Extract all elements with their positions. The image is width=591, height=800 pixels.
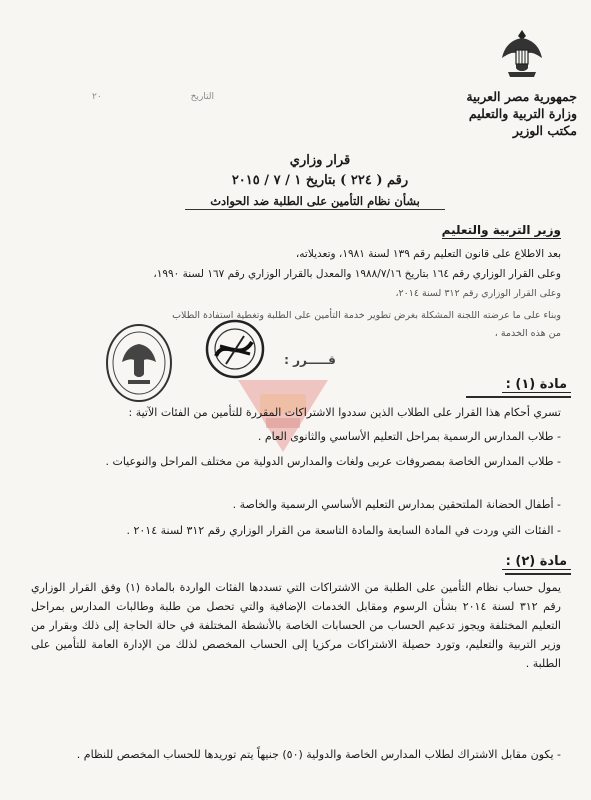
preamble-line: وعلى القرار الوزاري رقم ٣١٢ لسنة ٢٠١٤، (395, 288, 561, 299)
decree-type: قرار وزاري (289, 153, 351, 168)
article-1-item: - طلاب المدارس الخاصة بمصروفات عربى ولغات والمدارس الدولية من مختلف المراحل والنوعيات . (105, 455, 561, 468)
decides-heading: قـــــرر : (284, 353, 336, 367)
article-1-item: - أطفال الحضانة الملتحقين بمدارس التعليم الأساسي الرسمية والخاصة . (232, 498, 561, 511)
article-2-heading: مادة (٢) : (502, 554, 571, 570)
minister-heading: وزير التربية والتعليم (441, 223, 561, 237)
preamble-line: من هذه الخدمة ، (494, 328, 561, 339)
eagle-emblem-icon (500, 28, 544, 80)
preamble-line: بعد الاطلاع على قانون التعليم رقم ١٣٩ لسنة ١٩٨١، وتعديلاته، (295, 248, 561, 260)
date-year-prefix: ٢٠ (92, 92, 102, 102)
ministry-seal-stamp (104, 322, 174, 404)
article-1-heading: مادة (١) : (502, 377, 571, 393)
article-2-bullet: - يكون مقابل الاشتراك لطلاب المدارس الخاصة والدولية (٥٠) جنيهاً يتم توريدها للحساب المخصص للنظام . (76, 748, 561, 761)
preamble-line: وبناء على ما عرضته اللجنة المشكلة بغرض تطوير خدمة التأمين على الطلبة وتغطية استفادة الطلاب (172, 310, 561, 321)
issuer-country: جمهورية مصر العربية (466, 89, 577, 104)
issuer-office: مكتب الوزير (512, 123, 577, 138)
issuer-ministry: وزارة التربية والتعليم (468, 106, 577, 121)
article-1-intro: تسري أحكام هذا القرار على الطلاب الذين سددوا الاشتراكات المقررة للتأمين من الفئات الآتية : (128, 406, 561, 419)
date-field (92, 92, 214, 102)
article-1-item: - طلاب المدارس الرسمية بمراحل التعليم الأساسي والثانوى العام . (257, 430, 561, 443)
article-1-item: - الفئات التي وردت في المادة السابعة والمادة التاسعة من القرار الوزاري رقم ٣١٢ لسنة ٢٠١٤ . (126, 524, 561, 537)
article-1-underline (466, 396, 571, 398)
decree-subject: بشأن نظام التأمين على الطلبة ضد الحوادث (185, 194, 445, 210)
preamble-line: وعلى القرار الوزاري رقم ١٦٤ بتاريخ ١٩٨٨/٧/١٦ والمعدل بالقرار الوزاري رقم ١٦٧ لسنة ١٩٩٠، (153, 268, 561, 280)
article-2-underline (505, 573, 571, 575)
date-label: التاريخ (190, 92, 214, 102)
decree-number-date: رقم ( ٢٢٤ ) بتاريخ ١ / ٧ / ٢٠١٥ (231, 173, 409, 188)
issuer-block (466, 88, 577, 139)
article-2-paragraph: يمول حساب نظام التأمين على الطلبة من الاشتراكات التي تسددها الفئات الواردة بالمادة (١) وفق القرار الوزاري رقم ٣١٢ لسنة ٢٠١٤ بشأن الرسوم ومقابل الخدمات الإضافية والتي تحصل من طلبة وطالبات المدارس بمراحل التعليم المختلفة ويجوز تدعيم الحساب من الحسابات الخاصة بالأنشطة المختلفة في حالة الحاجة إلى ذلك وبقرار من وزير التربية والتعليم، وتورد حصيلة الاشتراكات مركزيا إلى الحساب المخصص لذلك من الإدارة العامة للتأمين على الطلبة . (31, 581, 561, 670)
